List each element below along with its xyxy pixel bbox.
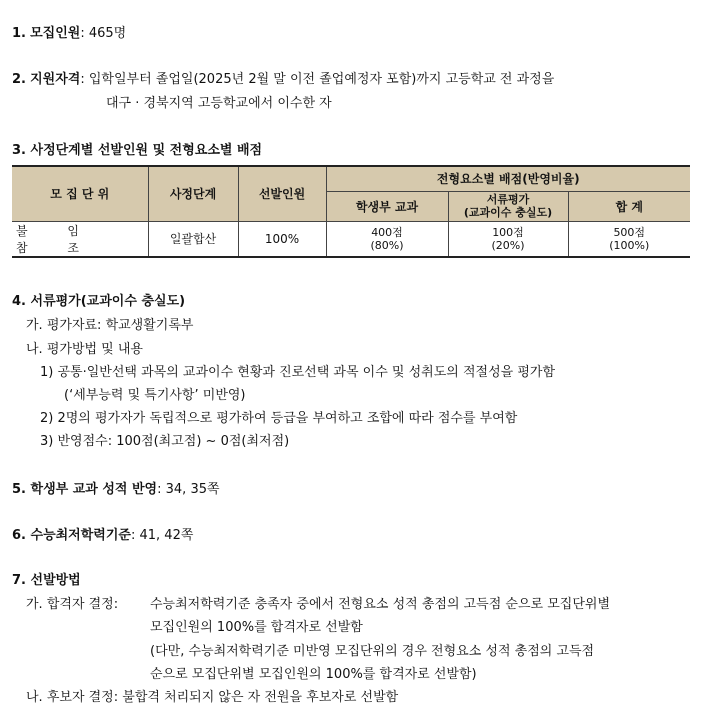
header-document-line1: 서류평가 xyxy=(486,193,530,206)
section-7-item-ga-line2: 모집인원의 100%를 합격자로 선발함 xyxy=(150,620,363,635)
section-2 xyxy=(12,68,554,87)
cell-grade-ratio: (80%) xyxy=(370,238,404,252)
header-document xyxy=(448,191,568,221)
section-2-line2: 대구 · 경북지역 고등학교에서 이수한 자 xyxy=(106,96,332,111)
header-count: 선발인원 xyxy=(238,166,326,221)
section-4-item-3: 3) 반영점수: 100점(최고점) ~ 0점(최저점) xyxy=(40,434,290,449)
section-1-number: 1. xyxy=(12,26,26,41)
section-7-item-ga-label: 가. 합격자 결정: xyxy=(26,597,119,612)
cell-stage: 일괄합산 xyxy=(148,221,238,257)
header-total: 합 계 xyxy=(568,191,690,221)
section-1 xyxy=(12,22,126,41)
section-2-number: 2. xyxy=(12,72,26,87)
table-row xyxy=(12,221,690,257)
section-4-item-1: 1) 공통·일반선택 과목의 교과이수 현황과 진로선택 과목 이수 및 성취도의 적절성을 평가함 xyxy=(40,365,556,380)
section-7-item-ga-line1: 수능최저학력기준 충족자 중에서 전형요소 성적 총점의 고득점 순으로 모집단위별 xyxy=(150,597,611,612)
section-5-value: : 34, 35쪽 xyxy=(157,482,220,497)
section-4-item-1-note: (‘세부능력 및 특기사항’ 미반영) xyxy=(64,388,246,403)
selection-table xyxy=(12,165,690,258)
cell-document-ratio: (20%) xyxy=(491,238,525,252)
header-unit: 모 집 단 위 xyxy=(12,166,148,221)
section-3-title: 3. 사정단계별 선발인원 및 전형요소별 배점 xyxy=(12,143,263,158)
section-7-item-na: 나. 후보자 결정: 불합격 처리되지 않은 자 전원을 후보자로 선발함 xyxy=(26,690,399,705)
section-5-label: 5. 학생부 교과 성적 반영 xyxy=(12,482,158,497)
header-stage: 사정단계 xyxy=(148,166,238,221)
cell-grade xyxy=(326,221,448,257)
section-7-item-ga-line3: (다만, 수능최저학력기준 미반영 모집단위의 경우 전형요소 성적 총점의 고득점 xyxy=(150,644,595,659)
header-document-line2: (교과이수 충실도) xyxy=(463,206,553,219)
section-5 xyxy=(12,478,220,497)
section-4-item-na: 나. 평가방법 및 내용 xyxy=(26,342,143,357)
section-7-title: 7. 선발방법 xyxy=(12,573,81,588)
cell-total-score: 500점 xyxy=(613,225,646,239)
cell-document xyxy=(448,221,568,257)
section-7-item-ga-line4: 순으로 모집단위별 모집인원의 100%를 합격자로 선발함) xyxy=(150,667,477,682)
header-score-group: 전형요소별 배점(반영비율) xyxy=(326,166,690,191)
cell-count: 100% xyxy=(238,221,326,257)
section-1-label: 모집인원 xyxy=(30,26,81,41)
section-6-label: 6. 수능최저학력기준 xyxy=(12,528,131,543)
cell-document-score: 100점 xyxy=(492,225,524,239)
section-6-value: : 41, 42쪽 xyxy=(130,528,194,543)
section-4-title: 4. 서류평가(교과이수 충실도) xyxy=(12,294,186,309)
header-grade: 학생부 교과 xyxy=(326,191,448,221)
section-2-line1: : 입학일부터 졸업일(2025년 2월 말 이전 졸업예정자 포함)까지 고등학교 전 과정을 xyxy=(80,72,555,87)
section-2-label: 지원자격 xyxy=(30,72,81,87)
section-4-item-ga: 가. 평가자료: 학교생활기록부 xyxy=(26,318,194,333)
section-1-value: : 465명 xyxy=(80,26,127,41)
cell-grade-score: 400점 xyxy=(371,225,403,239)
cell-total-ratio: (100%) xyxy=(609,238,650,252)
section-6 xyxy=(12,524,193,543)
section-4-item-2: 2) 2명의 평가자가 독립적으로 평가하여 등급을 부여하고 조합에 따라 점수를 부여함 xyxy=(40,411,518,426)
cell-total xyxy=(568,221,690,257)
cell-unit: 불 임 참 조 xyxy=(12,221,148,257)
